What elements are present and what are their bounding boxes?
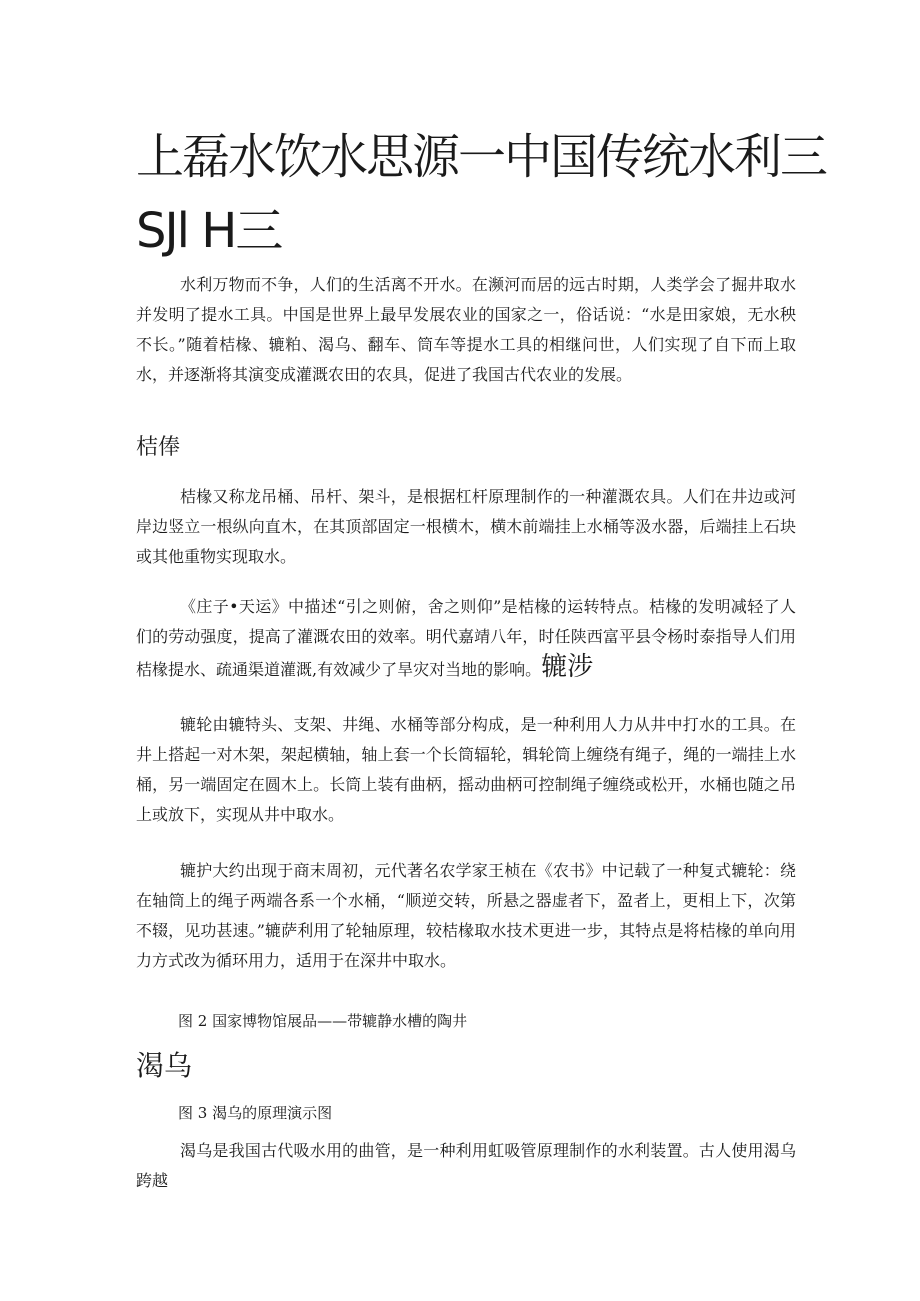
jiegao-paragraph-2-text: 《庄子•天运》中描述“引之则俯，舍之则仰”是桔椽的运转特点。桔椽的发明减轻了人们的劳动强度，提高了灌溉农田的效率。明代嘉靖八年，时任陕西富平县令杨时泰指导人们用桔椽提水、疏通渠道灌溉,有效减少了旱灾对当地的影响。 (136, 597, 796, 679)
figure-3-caption: 图 3 渴乌的原理演示图 (178, 1104, 333, 1122)
kewu-paragraph-1: 渴乌是我国古代吸水用的曲管，是一种利用虹吸管原理制作的水利装置。古人使用渴乌跨越 (136, 1141, 796, 1190)
document-title: 上磊水饮水思源一中国传统水利三 SJl H三 (136, 129, 827, 259)
figure-2-caption: 图 2 国家博物馆展品——带辘静水槽的陶井 (178, 1012, 468, 1030)
lulu-paragraph-2: 辘护大约出现于商末周初，元代著名农学家王桢在《农书》中记载了一种复式辘轮：绕在轴筒上的绳子两端各系一个水桶，“顺逆交转，所悬之器虚者下，盈者上，更相上下，次第不辍，见功甚速。”辘萨利用了轮轴原理，较桔椽取水技术更进一步，其特点是将桔椽的单向用力方式改为循环用力，适用于在深井中取水。 (136, 861, 796, 970)
jiegao-paragraph-2 (136, 592, 796, 685)
section-heading-kewu: 渴乌 (136, 1049, 193, 1082)
section-heading-jiegao: 桔俸 (136, 435, 181, 460)
lulu-paragraph-1: 辘轮由辘特头、支架、井绳、水桶等部分构成，是一种利用人力从井中打水的工具。在井上搭起一对木架，架起横轴，轴上套一个长筒辐轮，辑轮筒上缠绕有绳子，绳的一端挂上水桶，另一端固定在圆木上。长筒上装有曲柄，摇动曲柄可控制绳子缠绕或松开，水桶也随之吊上或放下，实现从井中取水。 (136, 715, 796, 824)
section-heading-lulu: 辘涉 (541, 652, 594, 682)
intro-paragraph: 水利万物而不争，人们的生活离不开水。在濒河而居的远古时期，人类学会了掘井取水并发明了提水工具。中国是世界上最早发展农业的国家之一，俗话说：“水是田家娘，无水秧不长。”随着桔椽、辘粕、渴乌、翻车、筒车等提水工具的相继问世，人们实现了自下而上取水，并逐渐将其演变成灌溉农田的农具，促进了我国古代农业的发展。 (136, 275, 796, 384)
jiegao-paragraph-1: 桔椽又称龙吊桶、吊杆、架斗，是根据杠杆原理制作的一种灌溉农具。人们在井边或河岸边竖立一根纵向直木，在其顶部固定一根横木，横木前端挂上水桶等汲水器，后端挂上石块或其他重物实现取水。 (136, 487, 796, 566)
